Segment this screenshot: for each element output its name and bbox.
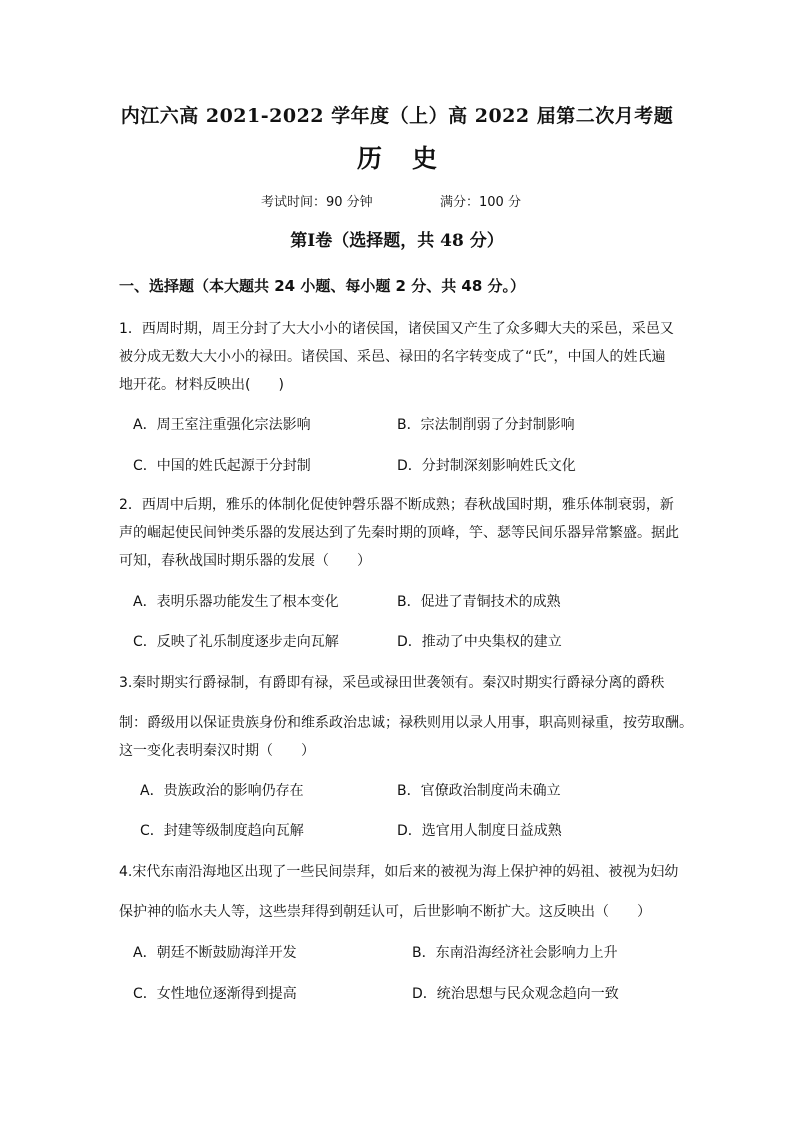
full-score: 满分：100 分 [440,195,521,210]
question-4-option-b: B．东南沿海经济社会影响力上升 [412,945,618,961]
question-2-line-3: 可知，春秋战国时期乐器的发展（ ） [119,553,371,569]
question-3-option-c: C．封建等级制度趋向瓦解 [140,823,304,839]
question-1-option-a: A．周王室注重强化宗法影响 [133,417,311,433]
question-1-option-d: D．分封制深刻影响姓氏文化 [397,458,576,474]
question-3-line-3: 这一变化表明秦汉时期（ ） [119,743,315,759]
part-heading: 一、选择题（本大题共 24 小题、每小题 2 分、共 48 分。） [119,277,526,295]
question-4-option-c: C．女性地位逐渐得到提高 [133,986,297,1002]
section-title: 第Ⅰ卷（选择题，共 48 分） [290,231,504,251]
question-1-option-b: B．宗法制削弱了分封制影响 [397,417,575,433]
question-1-line-2: 被分成无数大大小小的禄田。诸侯国、采邑、禄田的名字转变成了“氏”，中国人的姓氏遍 [119,349,666,365]
question-2-option-a: A．表明乐器功能发生了根本变化 [133,594,339,610]
question-1-line-1: 1．西周时期，周王分封了大大小小的诸侯国，诸侯国又产生了众多卿大夫的采邑，采邑又 [119,321,674,337]
question-4-line-2: 保护神的临水夫人等，这些崇拜得到朝廷认可，后世影响不断扩大。这反映出（ ） [119,904,651,920]
question-4-option-d: D．统治思想与民众观念趋向一致 [412,986,619,1002]
question-3-option-b: B．官僚政治制度尚未确立 [397,783,561,799]
exam-title: 内江六高 2021-2022 学年度（上）高 2022 届第二次月考题 [120,105,674,127]
question-4-option-a: A．朝廷不断鼓励海洋开发 [133,945,297,961]
question-1-line-3: 地开花。材料反映出( ) [119,377,284,393]
question-2-option-b: B．促进了青铜技术的成熟 [397,594,561,610]
question-4-line-1: 4.宋代东南沿海地区出现了一些民间崇拜，如后来的被视为海上保护神的妈祖、被视为妇幼 [119,864,679,880]
question-2-line-2: 声的崛起使民间钟类乐器的发展达到了先秦时期的顶峰，竽、瑟等民间乐器异常繁盛。据此 [119,525,679,541]
question-3-option-d: D．选官用人制度日益成熟 [397,823,562,839]
exam-time: 考试时间：90 分钟 [261,195,373,210]
subject-title: 历史 [356,144,467,173]
question-3-line-1: 3.秦时期实行爵禄制，有爵即有禄，采邑或禄田世袭领有。秦汉时期实行爵禄分离的爵秩 [119,675,665,691]
question-3-line-2: 制：爵级用以保证贵族身份和维系政治忠诚；禄秩则用以录人用事，职高则禄重，按劳取酬。 [119,715,693,731]
question-2-line-1: 2．西周中后期，雅乐的体制化促使钟磬乐器不断成熟；春秋战国时期，雅乐体制衰弱，新 [119,497,674,513]
question-3-option-a: A．贵族政治的影响仍存在 [140,783,304,799]
question-2-option-c: C．反映了礼乐制度逐步走向瓦解 [133,634,339,650]
question-1-option-c: C．中国的姓氏起源于分封制 [133,458,311,474]
question-2-option-d: D．推动了中央集权的建立 [397,634,562,650]
